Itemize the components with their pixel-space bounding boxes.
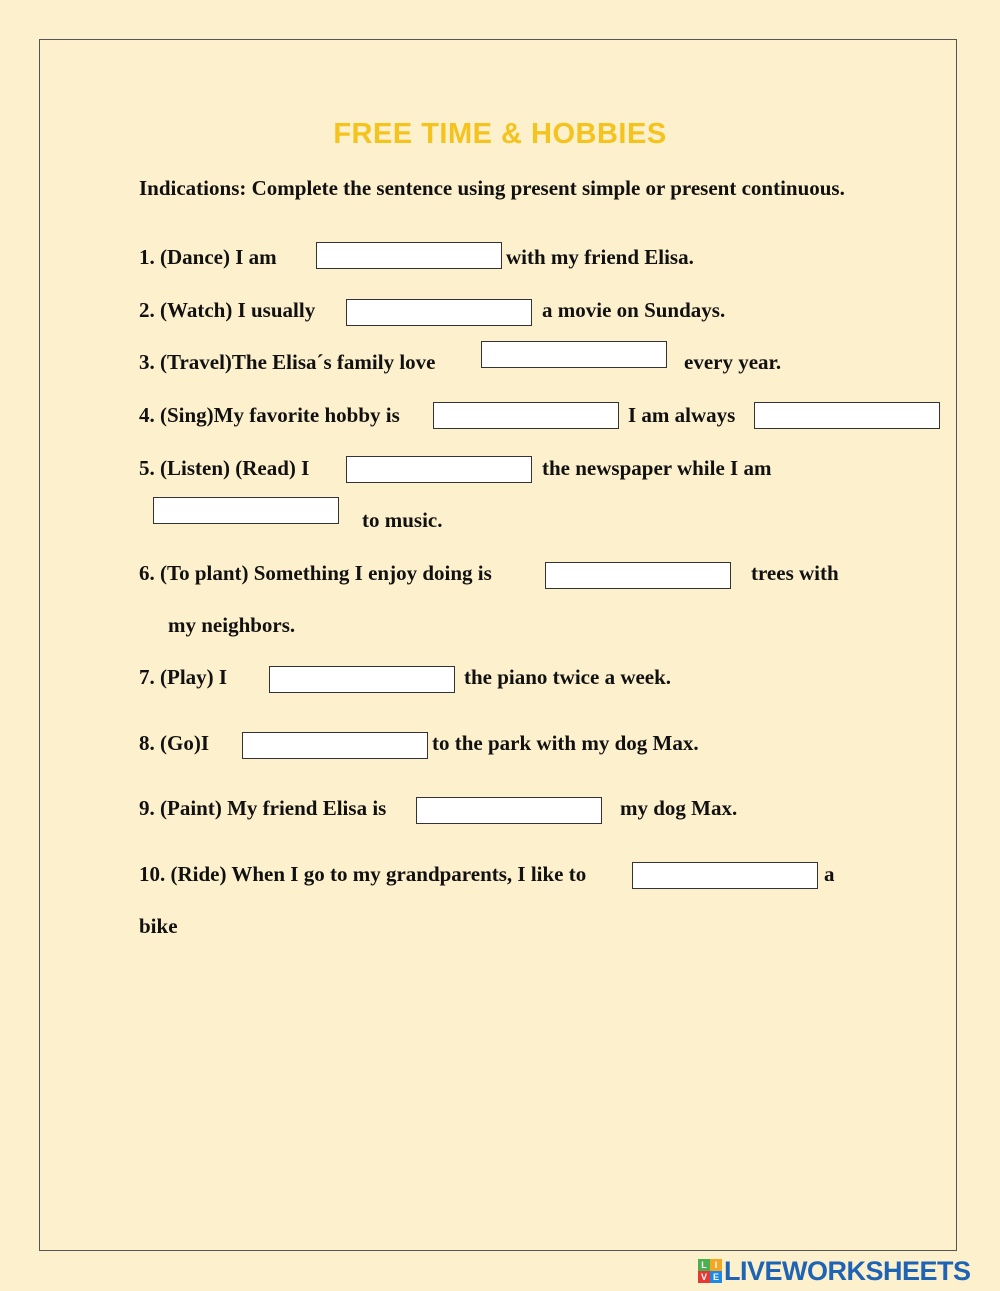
indications-text: Indications: Complete the sentence using present simple or present continuous. — [139, 176, 845, 200]
answer-5b-input[interactable] — [153, 497, 339, 524]
answer-8-input[interactable] — [242, 732, 428, 759]
answer-2-input[interactable] — [346, 299, 532, 326]
question-6-middle: trees with — [751, 561, 839, 585]
question-9-prompt: 9. (Paint) My friend Elisa is — [139, 796, 387, 820]
answer-5a-input[interactable] — [346, 456, 532, 483]
question-10-rest: bike — [139, 914, 178, 938]
question-2-prompt: 2. (Watch) I usually — [139, 298, 316, 322]
answer-3-input[interactable] — [481, 341, 667, 368]
question-3-rest: every year. — [684, 350, 782, 374]
answer-10-input[interactable] — [632, 862, 818, 889]
question-1-rest: with my friend Elisa. — [506, 245, 694, 269]
question-8-prompt: 8. (Go)I — [139, 731, 209, 755]
question-7-prompt: 7. (Play) I — [139, 665, 228, 689]
question-6-rest: my neighbors. — [168, 613, 296, 637]
answer-6-input[interactable] — [545, 562, 731, 589]
logo-mark-letter-v: V — [698, 1271, 710, 1283]
question-7-rest: the piano twice a week. — [464, 665, 672, 689]
answer-4b-input[interactable] — [754, 402, 940, 429]
answer-7-input[interactable] — [269, 666, 455, 693]
worksheet-frame — [39, 39, 957, 1251]
worksheet-title: FREE TIME & HOBBIES — [333, 118, 667, 150]
question-4-rest: I am always — [628, 403, 736, 427]
logo-mark-letter-e: E — [710, 1271, 722, 1283]
question-5-rest: to music. — [362, 508, 443, 532]
answer-1-input[interactable] — [316, 242, 502, 269]
question-2-rest: a movie on Sundays. — [542, 298, 726, 322]
logo-mark-letter-l: L — [698, 1259, 710, 1271]
question-3-prompt: 3. (Travel)The Elisa´s family love — [139, 350, 436, 374]
question-9-rest: my dog Max. — [620, 796, 738, 820]
question-5-prompt: 5. (Listen) (Read) I — [139, 456, 310, 480]
question-1-prompt: 1. (Dance) I am — [139, 245, 277, 269]
answer-9-input[interactable] — [416, 797, 602, 824]
question-5-middle: the newspaper while I am — [542, 456, 772, 480]
question-10-prompt: 10. (Ride) When I go to my grandparents, I like to — [139, 862, 587, 886]
logo-mark-letter-i: I — [710, 1259, 722, 1271]
question-8-rest: to the park with my dog Max. — [432, 731, 699, 755]
answer-4a-input[interactable] — [433, 402, 619, 429]
question-4-prompt: 4. (Sing)My favorite hobby is — [139, 403, 400, 427]
question-6-prompt: 6. (To plant) Something I enjoy doing is — [139, 561, 492, 585]
liveworksheets-logo — [698, 1256, 971, 1286]
liveworksheets-logo-mark-icon — [698, 1259, 722, 1283]
liveworksheets-logo-text: LIVEWORKSHEETS — [724, 1255, 971, 1286]
question-10-middle: a — [824, 862, 835, 886]
